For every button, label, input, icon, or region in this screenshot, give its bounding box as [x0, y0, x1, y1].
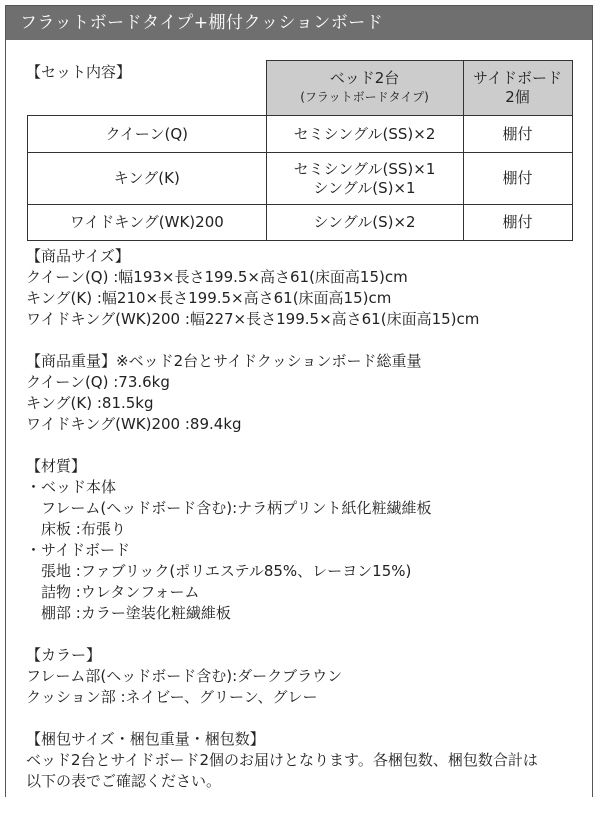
spec-line: 以下の表でご確認ください。: [26, 772, 222, 790]
row-bed-config: [266, 116, 463, 153]
row-sideboard-type: 棚付: [463, 153, 572, 205]
material-section: [26, 456, 581, 624]
header-sideboard-label: サイドボード: [473, 69, 562, 87]
header-bed-label: ベッド2台: [329, 69, 400, 87]
spec-details: [26, 246, 581, 813]
spec-line: 床板 :布張り: [26, 520, 126, 538]
spec-line: ・サイドボード: [26, 541, 130, 559]
section-title: 【商品重量】※ベッド2台とサイドクッションボード総重量: [26, 352, 422, 370]
set-contents-table: [27, 60, 573, 241]
section-title: 【カラー】: [26, 646, 102, 664]
spec-line: ワイドキング(WK)200 :89.4kg: [26, 415, 242, 433]
table-row: [28, 116, 573, 153]
spec-line: クイーン(Q) :73.6kg: [26, 373, 170, 391]
spec-line: 棚部 :カラー塗装化粧繊維板: [26, 604, 231, 622]
size-section: [26, 246, 581, 330]
spec-line: キング(K) :81.5kg: [26, 394, 154, 412]
row-sideboard-type: 棚付: [463, 205, 572, 241]
spec-line: フレーム部(ヘッドボード含む):ダークブラウン: [26, 667, 343, 685]
spec-line: クイーン(Q) :幅193×長さ199.5×高さ61(床面高15)cm: [26, 268, 408, 286]
set-contents-label: 【セット内容】: [26, 63, 132, 81]
package-section: [26, 729, 581, 792]
color-section: [26, 645, 581, 708]
row-bed-config: [266, 205, 463, 241]
row-bed-line: セミシングル(SS)×2: [293, 124, 436, 143]
header-bed-cell: [266, 61, 463, 116]
spec-line: ・ベッド本体: [26, 478, 117, 496]
header-bed-sublabel: (フラットボードタイプ): [300, 90, 429, 104]
spec-line: ワイドキング(WK)200 :幅227×長さ199.5×高さ61(床面高15)cm: [26, 310, 480, 328]
spec-line: 詰物 :ウレタンフォーム: [26, 583, 200, 601]
section-title: 【商品サイズ】: [26, 247, 130, 265]
row-size-name: ワイドキング(WK)200: [28, 205, 267, 241]
table-row: [28, 205, 573, 241]
weight-section: [26, 351, 581, 435]
table-header-row: [28, 61, 573, 116]
row-size-name: キング(K): [28, 153, 267, 205]
spec-line: フレーム(ヘッドボード含む):ナラ柄プリント紙化粧繊維板: [26, 499, 432, 517]
row-bed-config: [266, 153, 463, 205]
row-bed-line: シングル(S)×1: [313, 178, 416, 197]
table-row: [28, 153, 573, 205]
header-empty-cell: [28, 61, 267, 116]
spec-line: クッション部 :ネイビー、グリーン、グレー: [26, 688, 318, 706]
header-sideboard-count: 2個: [505, 88, 530, 106]
row-sideboard-type: 棚付: [463, 116, 572, 153]
spec-line: ベッド2台とサイドボード2個のお届けとなります。各梱包数、梱包数合計は: [26, 751, 538, 769]
spec-line: 張地 :ファブリック(ポリエステル85%、レーヨン15%): [26, 562, 412, 580]
row-size-name: クイーン(Q): [28, 116, 267, 153]
panel-title: フラットボードタイプ+棚付クッションボード: [6, 6, 592, 40]
row-bed-line: セミシングル(SS)×1: [293, 159, 436, 178]
header-sideboard-cell: [463, 61, 572, 116]
section-title: 【梱包サイズ・梱包重量・梱包数】: [26, 730, 265, 748]
row-bed-line: シングル(S)×2: [313, 213, 416, 231]
spec-line: キング(K) :幅210×長さ199.5×高さ61(床面高15)cm: [26, 289, 392, 307]
section-title: 【材質】: [26, 457, 87, 475]
